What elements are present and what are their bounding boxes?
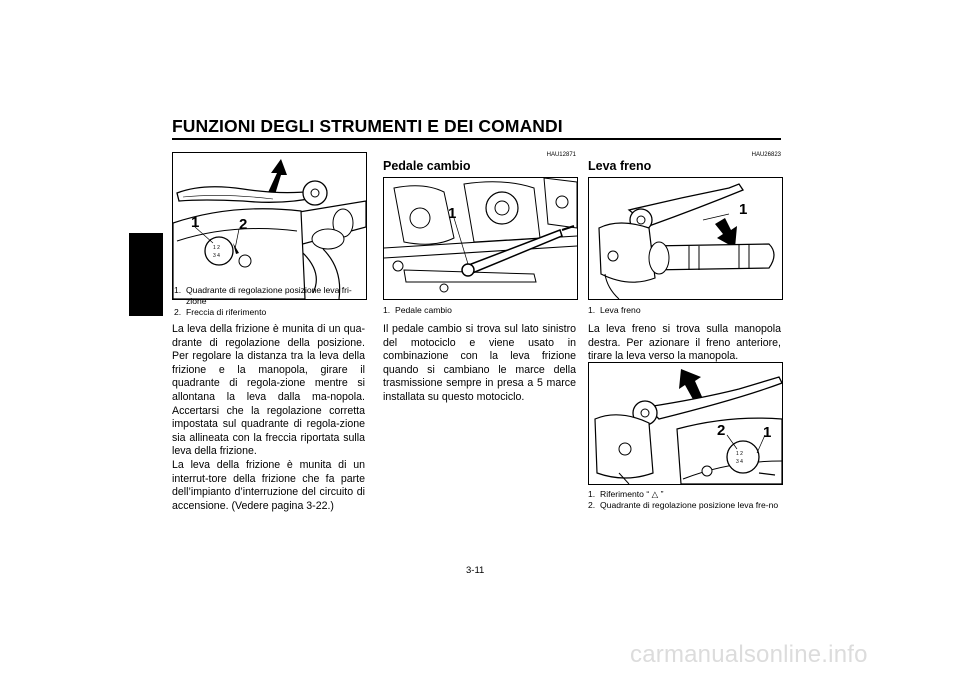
page-number: 3-11 xyxy=(466,565,485,576)
caption-item: 1. Leva freno xyxy=(588,305,641,315)
shift-figure-captions xyxy=(383,305,576,316)
section-heading: Pedale cambio xyxy=(383,159,471,173)
paragraph: La leva della frizione è munita di un qua-drante di regolazione della posizione. Per regolare la distanza tra la leva della frizione e la manopola, girare il quadrante di regola-zione mentre si allontana la leva dalla ma-nopola. Accertarsi che la regolazione corretta impostata sul quadrante di regola-zione sia allineata con la freccia riportata sulla leva della frizione. xyxy=(172,323,365,458)
svg-text:3 4: 3 4 xyxy=(736,459,743,465)
brake-figure-captions xyxy=(588,305,781,316)
section-code: HAU26823 xyxy=(751,152,781,158)
chapter-tab xyxy=(129,233,163,316)
watermark: carmanualsonline.info xyxy=(630,641,868,668)
svg-text:1 2: 1 2 xyxy=(736,451,743,457)
callout-2: 2 xyxy=(239,216,248,233)
shift-text xyxy=(383,323,576,405)
paragraph: Il pedale cambio si trova sul lato sinistro del motociclo e viene usato in combinazione con la leva frizione quando si cambiano le marce della trasmissione sempre in presa a 5 marce installata su questo motociclo. xyxy=(383,323,576,403)
caption-item: 2. Freccia di riferimento xyxy=(174,307,267,317)
callout-1: 1 xyxy=(763,424,772,441)
header-rule xyxy=(172,138,781,140)
callout-1: 1 xyxy=(448,205,457,222)
paragraph: La leva della frizione è munita di un interrut-tore della frizione che fa parte dell’impianto d’interruzione del circuito di accensione. (Vedere pagina 3-22.) xyxy=(172,458,365,512)
shift-pedal-figure xyxy=(383,177,578,300)
brake-text xyxy=(588,323,781,364)
section-heading: Leva freno xyxy=(588,159,652,173)
chapter-tab-number: 3 xyxy=(136,270,143,282)
clutch-figure-captions xyxy=(174,285,366,318)
callout-1: 1 xyxy=(739,201,748,218)
callout-2: 2 xyxy=(717,422,726,439)
brake-adjuster-figure xyxy=(588,362,783,485)
section-code: HAU12871 xyxy=(546,152,576,158)
svg-text:1 2: 1 2 xyxy=(213,245,220,251)
caption-item: 1. Quadrante di regolazione posizione leva fri-zione xyxy=(174,285,352,306)
caption-item: 1. Pedale cambio xyxy=(383,305,452,315)
caption-item: 1. Riferimento “ △ ” xyxy=(588,489,664,499)
page-title: FUNZIONI DEGLI STRUMENTI E DEI COMANDI xyxy=(172,116,563,136)
callout-1: 1 xyxy=(191,214,200,231)
adjuster-figure-captions xyxy=(588,489,781,511)
paragraph: La leva freno si trova sulla manopola destra. Per azionare il freno anteriore, tirare la leva verso la manopola. xyxy=(588,323,781,363)
clutch-text xyxy=(172,323,365,513)
brake-lever-figure xyxy=(588,177,783,300)
svg-text:3 4: 3 4 xyxy=(213,253,220,259)
caption-item: 2. Quadrante di regolazione posizione leva fre-no xyxy=(588,500,779,510)
clutch-lever-figure xyxy=(172,152,367,300)
